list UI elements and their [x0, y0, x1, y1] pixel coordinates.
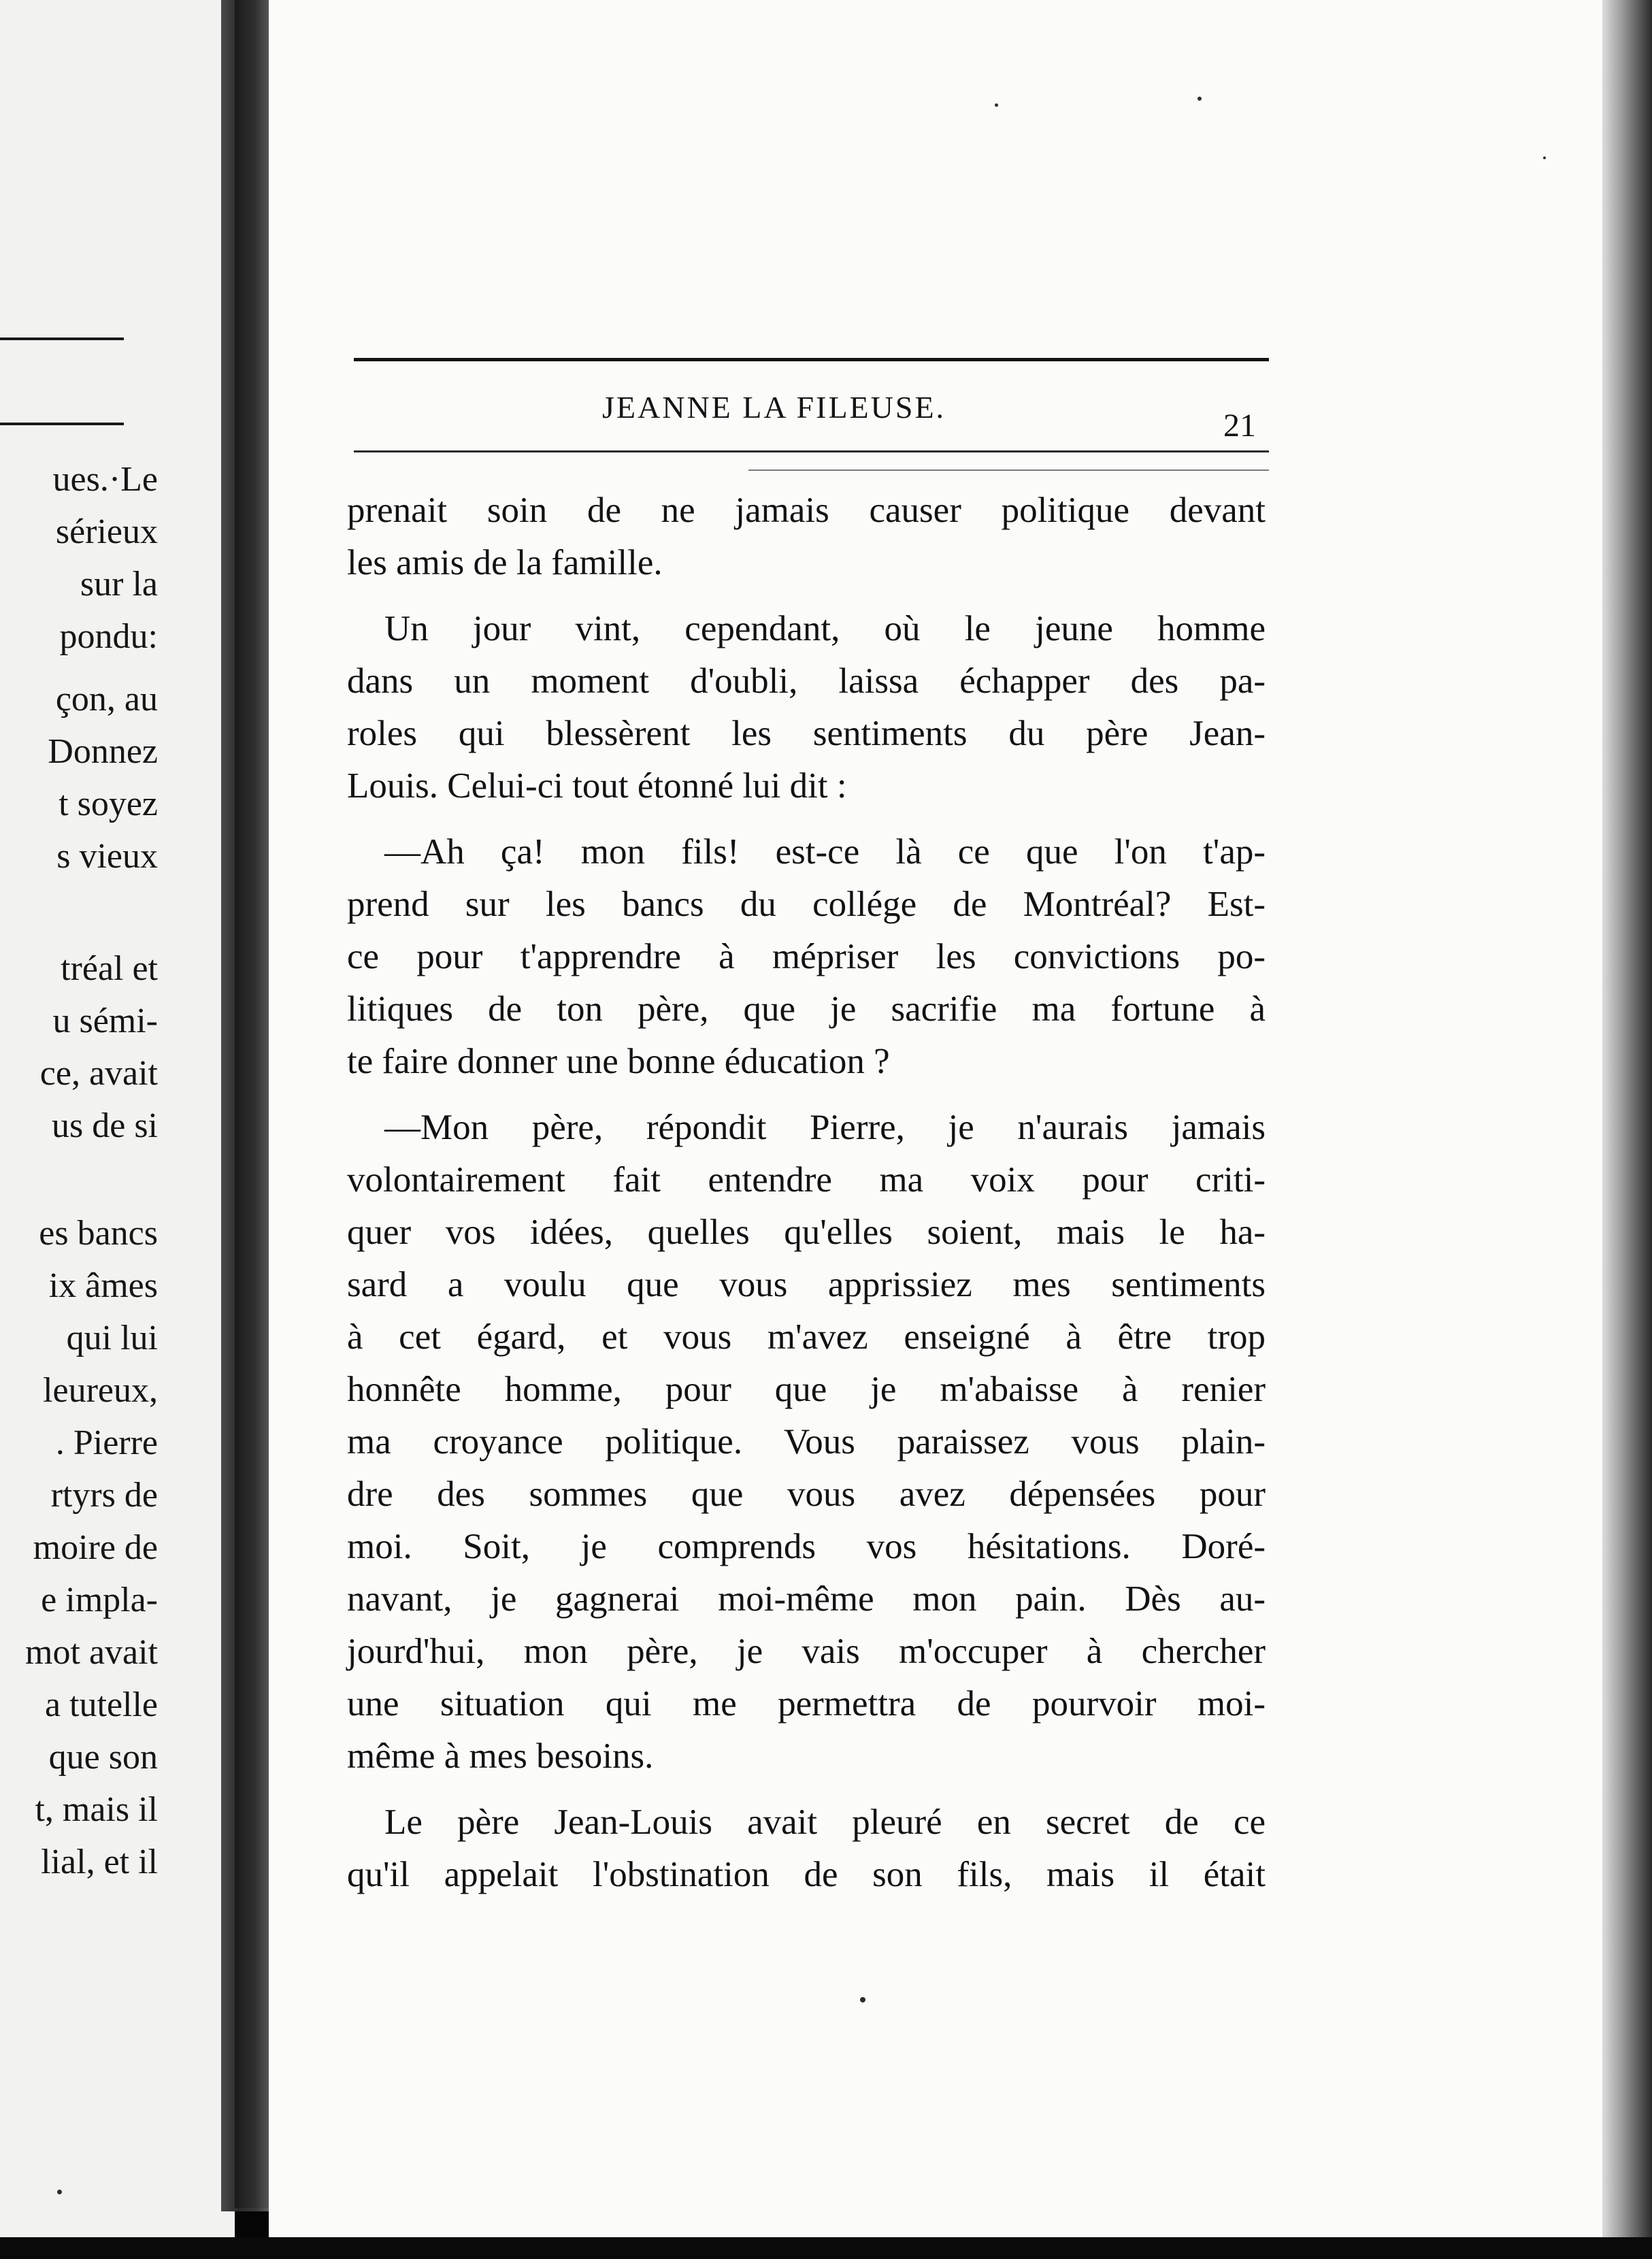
- previous-page-line: es bancs: [39, 1214, 158, 1253]
- header-rule-bottom: [354, 450, 1269, 452]
- text-line: prenait soin de ne jamais causer politique devant: [347, 491, 1266, 530]
- previous-page-line: . Pierre: [55, 1423, 158, 1462]
- previous-page-line: e impla-: [41, 1581, 158, 1619]
- header-rule-bottom-faint: [748, 469, 1269, 471]
- scan-speck: [995, 103, 998, 107]
- previous-page-line: us de si: [52, 1106, 158, 1145]
- text-line: volontairement fait entendre ma voix pour criti-: [347, 1160, 1266, 1200]
- text-line: prend sur les bancs du collége de Montréal? Est-: [347, 885, 1266, 924]
- text-line: jourd'hui, mon père, je vais m'occuper à chercher: [347, 1632, 1266, 1671]
- text-line: les amis de la famille.: [347, 543, 663, 582]
- previous-page-line: lial, et il: [41, 1843, 158, 1881]
- text-line: quer vos idées, quelles qu'elles soient, mais le ha-: [347, 1213, 1266, 1252]
- text-line: sard a voulu que vous apprissiez mes sentiments: [347, 1265, 1266, 1304]
- text-line: Le père Jean-Louis avait pleuré en secret de ce: [384, 1802, 1266, 1842]
- text-line: navant, je gagnerai moi-même mon pain. Dès au-: [347, 1579, 1266, 1619]
- text-line: roles qui blessèrent les sentiments du père Jean-: [347, 714, 1266, 753]
- scan-speck: [1197, 97, 1202, 101]
- running-head: JEANNE LA FILEUSE.: [602, 390, 946, 425]
- previous-page-line: Donnez: [48, 732, 158, 771]
- book-gutter-dark-band: [235, 0, 269, 2208]
- text-line: te faire donner une bonne éducation ?: [347, 1042, 890, 1081]
- text-line: à cet égard, et vous m'avez enseigné à être trop: [347, 1317, 1266, 1357]
- previous-page-line: sur la: [80, 565, 158, 604]
- previous-page: [0, 0, 235, 2239]
- text-line: dans un moment d'oubli, laissa échapper des pa-: [347, 661, 1266, 701]
- page-number: 21: [1223, 408, 1256, 444]
- text-line: Louis. Celui-ci tout étonné lui dit :: [347, 766, 847, 806]
- previous-page-line: t soyez: [59, 785, 158, 823]
- text-line: dre des sommes que vous avez dépensées pour: [347, 1474, 1266, 1514]
- page-bottom-edge: [0, 2237, 1652, 2259]
- text-line: honnête homme, pour que je m'abaisse à renier: [347, 1370, 1266, 1409]
- scan-speck: [57, 2190, 62, 2194]
- text-line: une situation qui me permettra de pourvoir moi-: [347, 1684, 1266, 1724]
- previous-page-line: tréal et: [61, 949, 158, 988]
- scan-speck: [1543, 156, 1546, 159]
- text-line: litiques de ton père, que je sacrifie ma fortune à: [347, 989, 1266, 1029]
- previous-page-line: sérieux: [55, 512, 158, 551]
- text-line: —Mon père, répondit Pierre, je n'aurais jamais: [384, 1108, 1266, 1147]
- text-line: Un jour vint, cependant, où le jeune homme: [384, 609, 1266, 648]
- text-line: ma croyance politique. Vous paraissez vous plain-: [347, 1422, 1266, 1462]
- previous-page-line: que son: [48, 1738, 158, 1777]
- page-body-text: [347, 484, 1266, 1901]
- text-line: qu'il appelait l'obstination de son fils, mais il était: [347, 1855, 1266, 1894]
- previous-page-line: a tutelle: [44, 1685, 158, 1724]
- previous-page-line: mot avait: [25, 1633, 158, 1672]
- text-line: —Ah ça! mon fils! est-ce là ce que l'on t'ap-: [384, 832, 1266, 872]
- previous-page-line: rtyrs de: [50, 1476, 158, 1515]
- previous-page-line: leureux,: [43, 1371, 158, 1410]
- previous-page-text: [0, 0, 158, 2239]
- scan-speck: [860, 1997, 865, 2002]
- previous-page-line: ues.·Le: [52, 460, 158, 499]
- previous-page-line: ix âmes: [48, 1266, 158, 1305]
- previous-page-line: çon, au: [55, 680, 158, 719]
- header-rule-top: [354, 358, 1269, 361]
- previous-page-line: t, mais il: [35, 1790, 158, 1829]
- previous-page-line: u sémi-: [52, 1002, 158, 1040]
- previous-page-line: moire de: [33, 1528, 158, 1567]
- text-line: moi. Soit, je comprends vos hésitations. Doré-: [347, 1527, 1266, 1566]
- text-line: ce pour t'apprendre à mépriser les convictions po-: [347, 937, 1266, 976]
- previous-page-line: s vieux: [56, 837, 158, 876]
- previous-page-line: pondu:: [59, 617, 158, 656]
- previous-page-line: ce, avait: [39, 1054, 158, 1093]
- previous-page-line: qui lui: [66, 1319, 158, 1357]
- page-right-edge-shadow: [1602, 0, 1652, 2259]
- text-line: même à mes besoins.: [347, 1736, 654, 1776]
